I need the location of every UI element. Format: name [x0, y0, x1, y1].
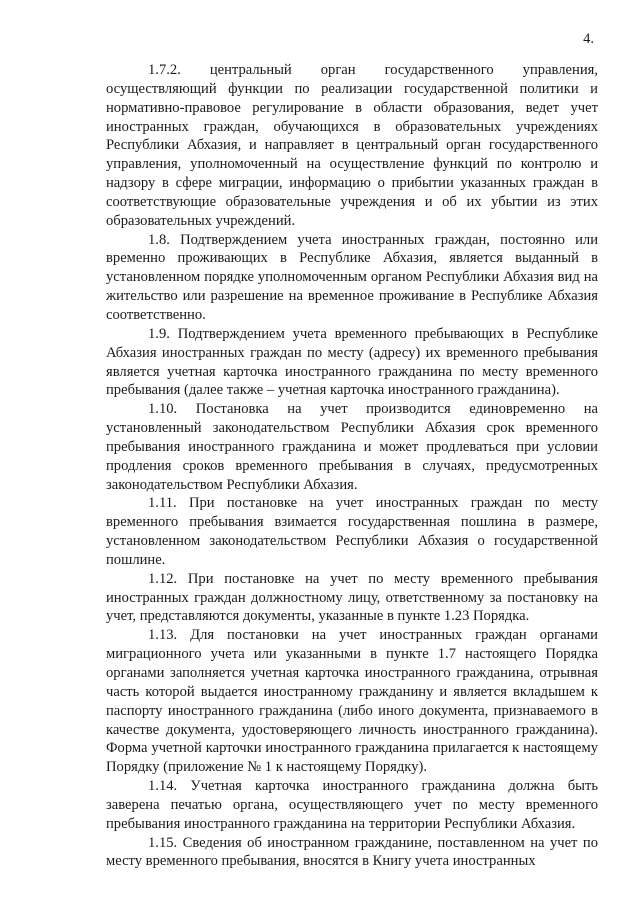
- paragraph-text: центральный орган государственного управления, осуществляющий функции по реализации государственной политики и нормативно-правовое регулирование в области образования, ведет учет иностранных граждан, обучающихся в образовательных учреждениях Республики Абхазия, и направляет в центральный орган государственного управления, уполномоченный на осуществление функций по контролю и надзору в сфере миграции, информацию о прибытии указанных граждан в соответствующие образовательные учреждения и об их убытии из этих образовательных учреждений.: [106, 62, 598, 229]
- paragraph-text: Подтверждением учета иностранных граждан, постоянно или временно проживающих в Республике Абхазия, является выданный в установленном порядке уполномоченным органом Республики Абхазия вид на жительство или разрешение на временное проживание в Республике Абхазия соответственно.: [106, 231, 599, 323]
- paragraph-number: 1.11.: [148, 495, 177, 512]
- paragraph-text: Постановка на учет производится единовременно на установленный законодательством Республики Абхазия срок временного пребывания иностранного гражданина и может продлеваться при условии продления сроков временного пребывания в случаях, предусмотренных законодательством Республики Абхазия.: [106, 401, 598, 493]
- document-body: [106, 61, 598, 871]
- paragraph-number: 1.10.: [148, 401, 178, 418]
- paragraph-text: При постановке на учет по месту временного пребывания иностранных граждан должностному лицу, ответственному за постановку на учет, представляются документы, указанные в пункте 1.23 Порядка.: [106, 570, 599, 625]
- paragraph-1-14: [106, 777, 598, 834]
- paragraph-number: 1.15.: [148, 834, 178, 851]
- paragraph-1-10: [106, 400, 598, 494]
- page-number: 4.: [583, 31, 594, 47]
- paragraph-number: 1.12.: [148, 570, 178, 587]
- paragraph-number: 1.14.: [148, 778, 178, 795]
- paragraph-1-15: [106, 834, 598, 872]
- paragraph-text: При постановке на учет иностранных граждан по месту временного пребывания взимается государственная пошлина в размере, установленном законодательством Республики Абхазия о государственной пошлине.: [106, 495, 598, 568]
- paragraph-number: 1.13.: [148, 627, 178, 644]
- paragraph-text: Сведения об иностранном гражданине, поставленном на учет по месту временного пребывания, вносятся в Книгу учета иностранных: [106, 834, 598, 870]
- paragraph-text: Учетная карточка иностранного гражданина должна быть заверена печатью органа, осуществляющего учет по месту временного пребывания иностранного гражданина на территории Республики Абхазия.: [106, 778, 598, 832]
- paragraph-number: 1.8.: [148, 231, 170, 248]
- paragraph-1-7-2: [106, 61, 598, 231]
- paragraph-number: 1.9.: [148, 325, 170, 342]
- paragraph-number: 1.7.2.: [148, 62, 181, 78]
- paragraph-text: Подтверждением учета временного пребывающих в Республике Абхазия иностранных граждан по месту (адресу) их временного пребывания является учетная карточка иностранного гражданина по месту временного пребывания (далее также – учетная карточка иностранного гражданина).: [106, 325, 598, 399]
- paragraph-1-11: [106, 494, 598, 569]
- paragraph-1-9: [106, 325, 598, 400]
- paragraph-1-8: [106, 231, 598, 325]
- paragraph-1-12: [106, 570, 598, 627]
- paragraph-1-13: [106, 626, 598, 777]
- paragraph-text: Для постановки на учет иностранных граждан органами миграционного учета или указанными в пункте 1.7 настоящего Порядка органами заполняется учетная карточка иностранного гражданина, отрывная часть которой выдается иностранному гражданину и является вкладышем к паспорту иностранного гражданина (либо иного документа, признаваемого в качестве документа, удостоверяющего личность иностранного гражданина). Форма учетной карточки иностранного гражданина прилагается к настоящему Порядку (приложение № 1 к настоящему Порядку).: [106, 627, 598, 776]
